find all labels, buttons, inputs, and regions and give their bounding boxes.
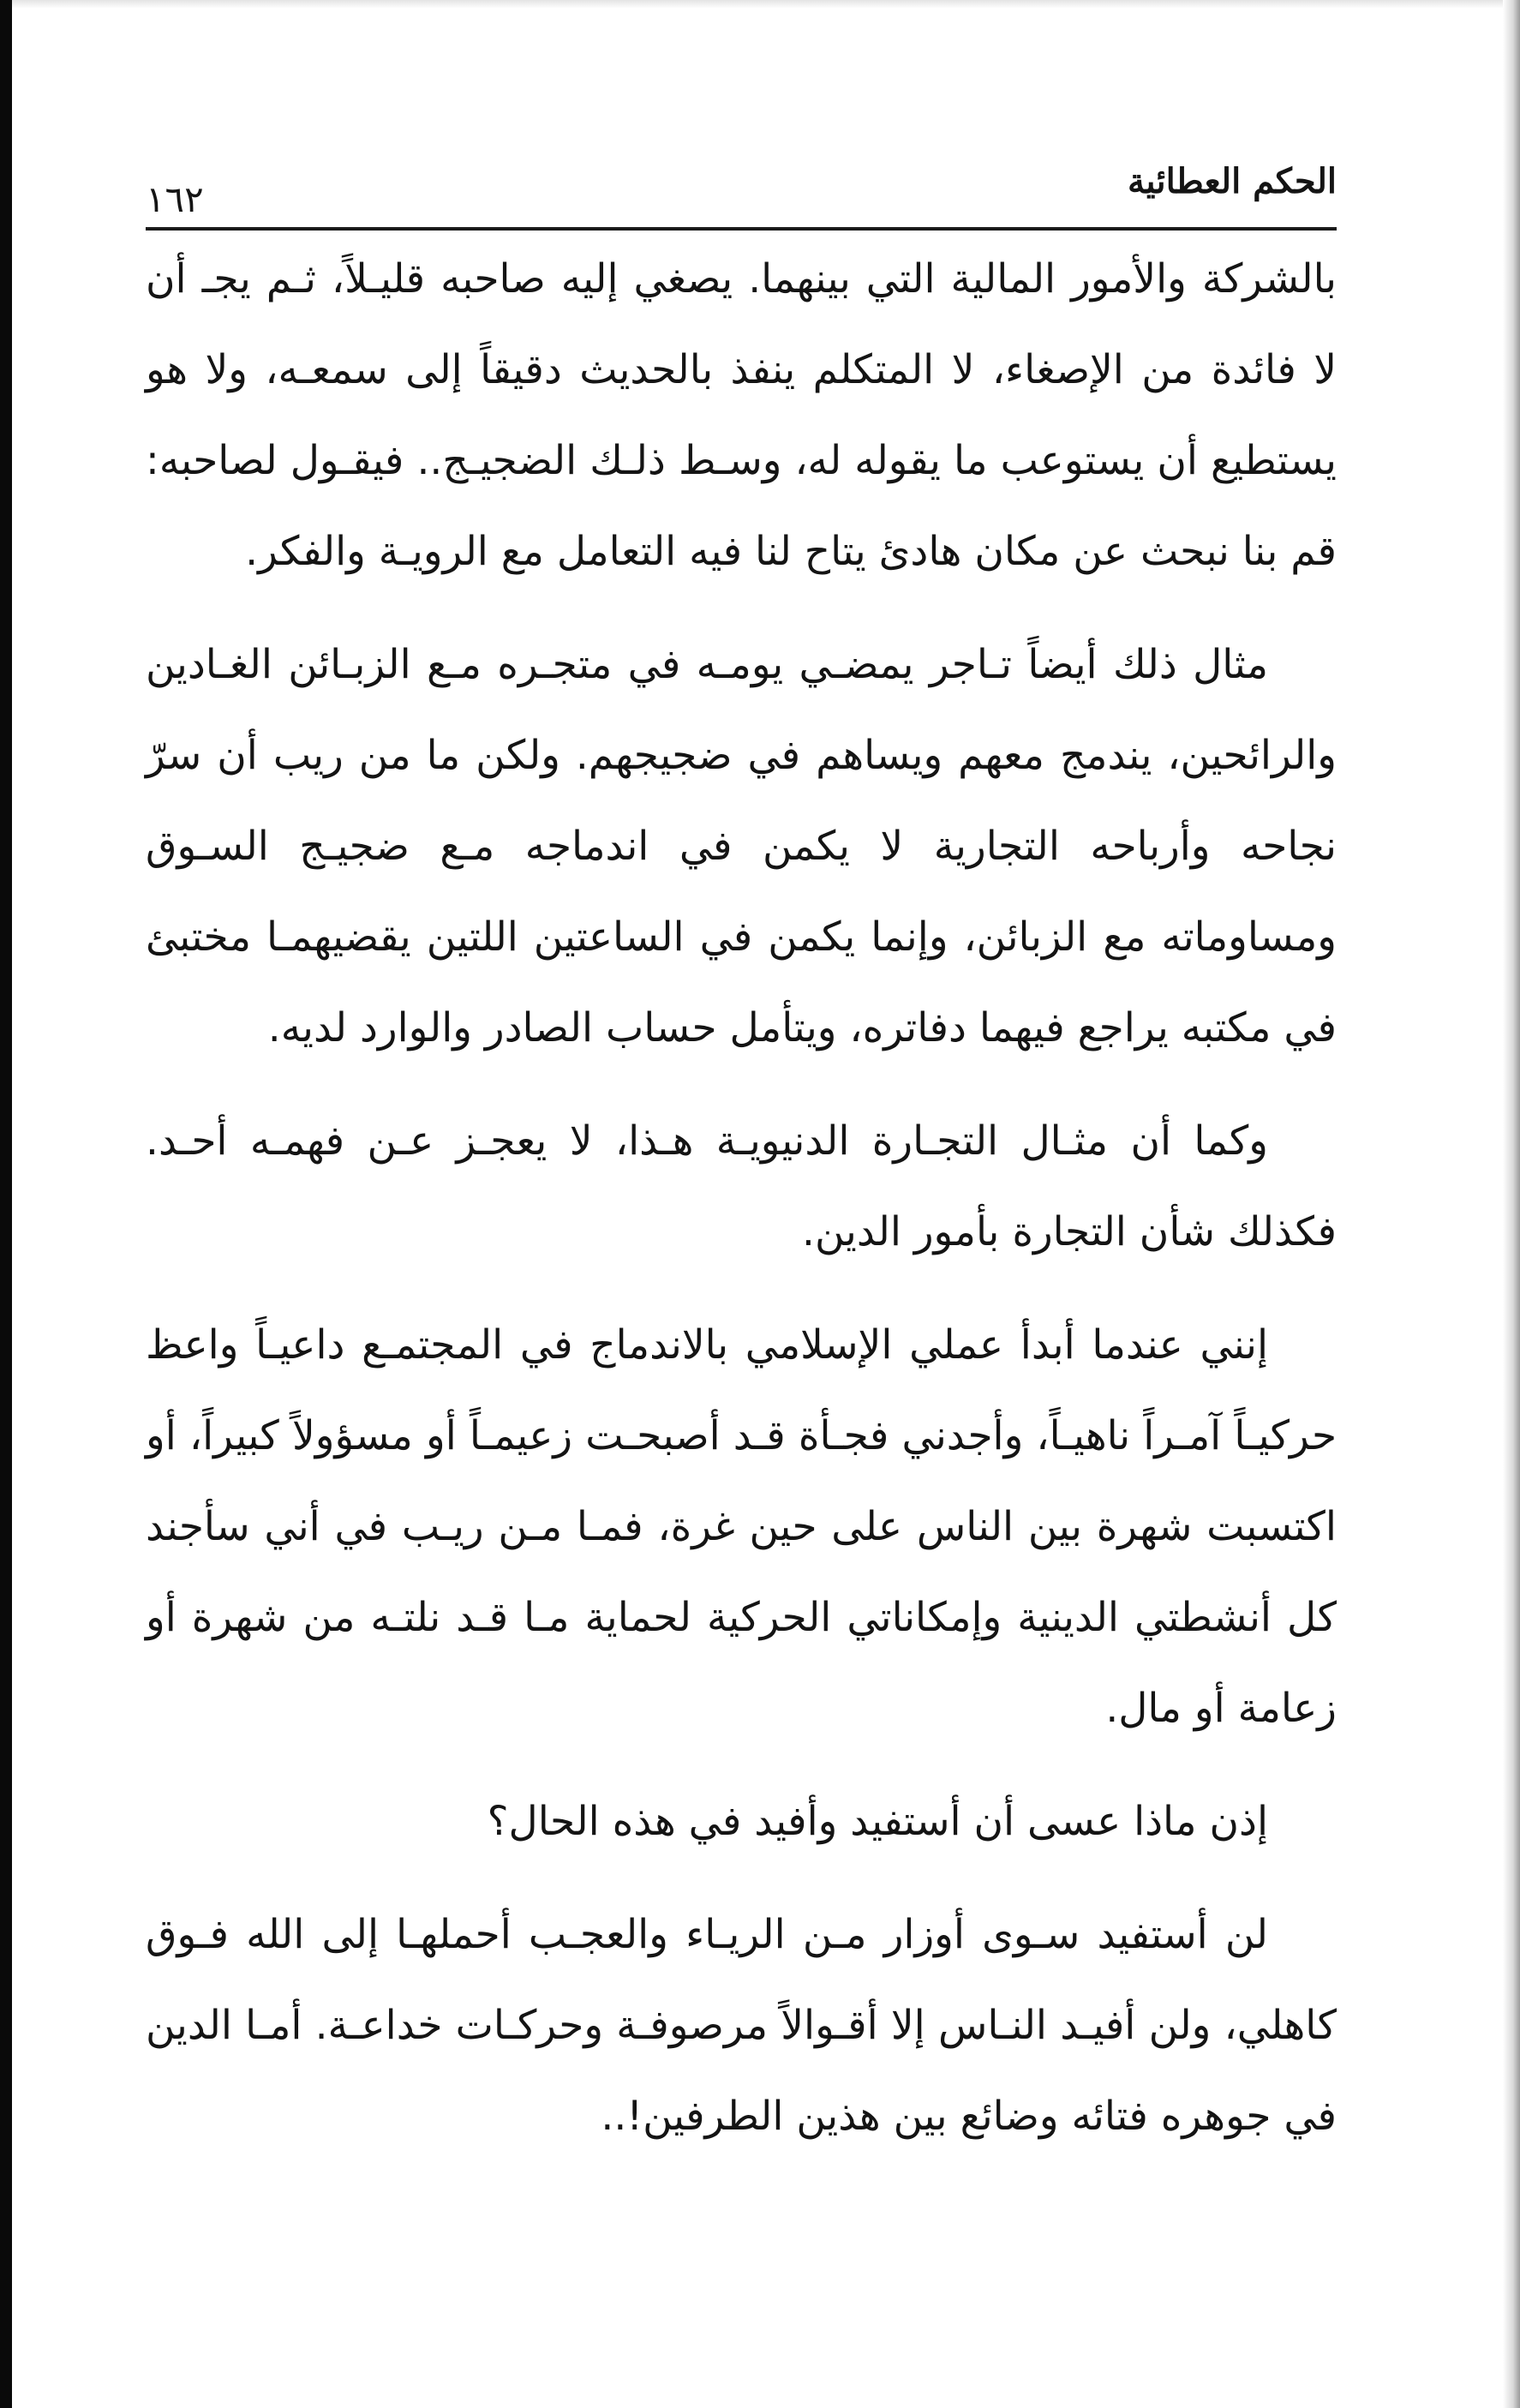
running-header: [146, 146, 1337, 231]
scan-top-shadow: [12, 0, 1520, 9]
book-title: الحكم العطائية: [1127, 161, 1337, 201]
paragraph-continued: بالشركة والأمور المالية التي بينهما. يصغي إليه صاحبه قليـلاً، ثـم يجـ أن لا فائدة من الإصغاء، لا المتكلم ينفذ بالحديث دقيقاً إلى سمعـه، ولا هو يستطيع أن يستوعب ما يقوله له، وسـط ذلـك الضجيـج.. فيقـول لصاحبه: قم بنا نبحث عن مكان هادئ يتاح لنا فيه التعامل مع الرويـة والفكر.: [146, 255, 1337, 575]
page-number: ١٦٢: [146, 178, 204, 220]
book-page: [146, 146, 1337, 2305]
paragraph-question: إذن ماذا عسى أن أستفيد وأفيد في هذه الحال؟: [487, 1798, 1268, 1845]
paragraph-conclusion: لن أستفيد سـوى أوزار مـن الريـاء والعجـب أحملهـا إلى الله فـوق كاهلي، ولن أفيـد النـاس إلا أقـوالاً مرصوفـة وحركـات خداعـة. أمـا الدين في جوهره فتائه وضائع بين هذين الطرفين!..: [146, 1911, 1337, 2140]
paragraph-islamic-work: إنني عندما أبدأ عملي الإسلامي بالاندماج في المجتمـع داعيـاً واعظ حركيـاً آمـراً ناهيـاً، وأجدني فجـأة قـد أصبحـت زعيمـاً أو مسؤولاً كبيراً، أو اكتسبت شهرة بين الناس على حين غرة، فمـا مـن ريـب في أني سأجند كل أنشطتي الدينية وإمكاناتي الحركية لحماية مـا قـد نلتـه من شهرة أو زعامة أو مال.: [146, 1321, 1337, 1732]
paragraph-merchant-example: مثال ذلك أيضاً تـاجر يمضـي يومـه في متجـره مـع الزبـائن الغـادين والرائحين، يندمج معهم ويساهم في ضجيجهم. ولكن ما من ريب أن سرّ نجاحه وأرباحه التجارية لا يكمن في اندماجه مـع ضجيـج السـوق ومساوماته مع الزبائن، وإنما يكمن في الساعتين اللتين يقضيهمـا مختبئ في مكتبه يراجع فيهما دفاتره، ويتأمل حساب الصادر والوارد لديه.: [146, 641, 1337, 1051]
scan-left-edge: [0, 0, 12, 2408]
body-text: [146, 234, 1337, 2162]
paragraph-trade-analogy: وكما أن مثـال التجـارة الدنيويـة هـذا، لا يعجـز عـن فهمـه أحـد. فكذلك شأن التجارة بأمور الدين.: [146, 1117, 1337, 1255]
scan-right-edge: [1503, 0, 1520, 2408]
